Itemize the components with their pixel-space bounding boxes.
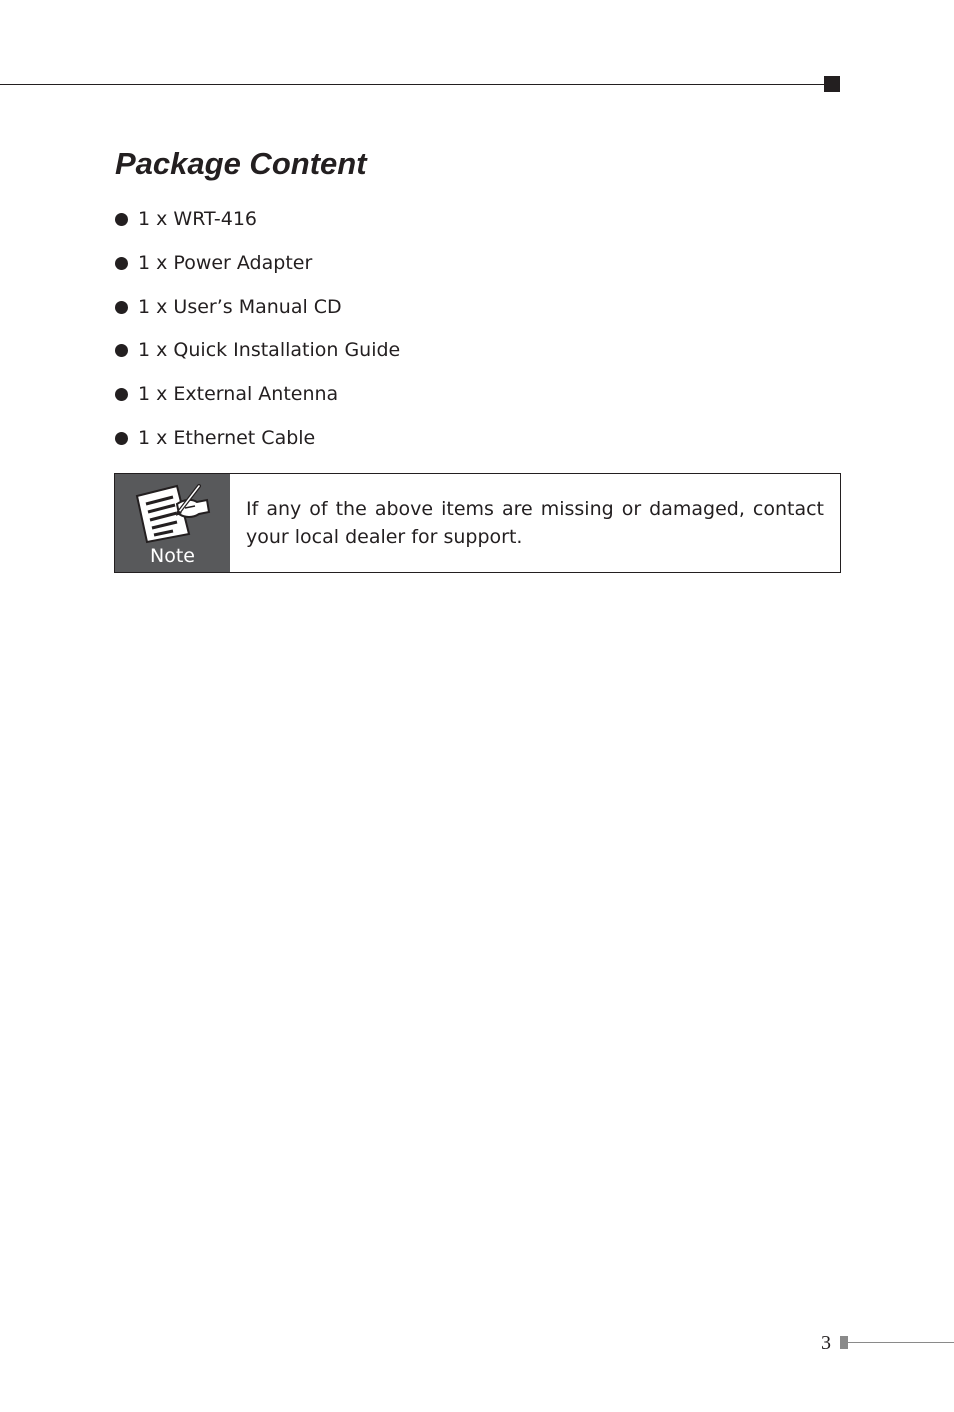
bullet-icon	[115, 344, 128, 357]
list-item-label: 1 x User’s Manual CD	[138, 296, 342, 318]
footer-rule	[848, 1342, 954, 1343]
note-pen-icon	[133, 482, 213, 544]
list-item	[115, 294, 342, 320]
list-item-label: 1 x WRT-416	[138, 208, 258, 230]
list-item-label: 1 x Ethernet Cable	[138, 427, 316, 449]
note-text: If any of the above items are missing or damaged, contact your local dealer for support.	[246, 498, 824, 548]
header-rule	[0, 84, 826, 85]
bullet-icon	[115, 213, 128, 226]
bullet-icon	[115, 257, 128, 270]
list-item	[115, 381, 338, 407]
note-badge	[115, 474, 230, 572]
bullet-icon	[115, 388, 128, 401]
list-item	[115, 250, 312, 276]
page-title: Package Content	[115, 146, 367, 181]
list-item-label: 1 x Quick Installation Guide	[138, 339, 401, 361]
list-item	[115, 337, 400, 363]
list-item	[115, 425, 315, 451]
header-square-marker	[824, 76, 840, 92]
list-item-label: 1 x Power Adapter	[138, 252, 313, 274]
page-number: 3	[821, 1332, 831, 1354]
list-item-label: 1 x External Antenna	[138, 383, 339, 405]
note-box	[114, 473, 841, 573]
list-item	[115, 206, 257, 232]
note-label: Note	[150, 545, 195, 567]
footer-marker	[840, 1336, 848, 1349]
bullet-icon	[115, 432, 128, 445]
bullet-icon	[115, 301, 128, 314]
